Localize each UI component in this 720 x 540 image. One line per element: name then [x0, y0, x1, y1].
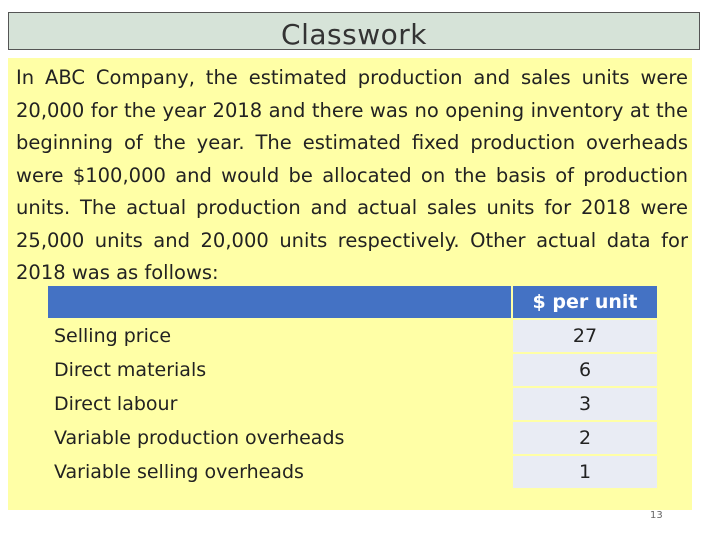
row-label: Variable selling overheads: [48, 456, 511, 488]
table-row: [48, 456, 657, 488]
slide-title-box: [8, 12, 700, 50]
row-value: 27: [513, 320, 657, 352]
table-row: [48, 388, 657, 420]
content-area: [8, 58, 692, 510]
cost-table: [46, 284, 659, 490]
table-row: [48, 422, 657, 454]
table-row: [48, 354, 657, 386]
row-label: Selling price: [48, 320, 511, 352]
slide-title: Classwork: [281, 18, 427, 51]
header-value-cell: $ per unit: [513, 286, 657, 318]
row-value: 6: [513, 354, 657, 386]
row-label: Direct materials: [48, 354, 511, 386]
row-value: 2: [513, 422, 657, 454]
row-label: Direct labour: [48, 388, 511, 420]
row-value: 3: [513, 388, 657, 420]
row-label: Variable production overheads: [48, 422, 511, 454]
table-row: [48, 320, 657, 352]
header-label-cell: [48, 286, 511, 318]
row-value: 1: [513, 456, 657, 488]
question-paragraph: In ABC Company, the estimated production and sales units were 20,000 for the year 2018 and there was no opening inventory at the beginning of the year. The estimated fixed production overheads were $100,000 and would be allocated on the basis of production units. The actual production and actual sales units for 2018 were 25,000 units and 20,000 units respectively. Other actual data for 2018 was as follows:: [16, 66, 688, 284]
table-header-row: [48, 286, 657, 318]
page-number: 13: [650, 510, 663, 521]
